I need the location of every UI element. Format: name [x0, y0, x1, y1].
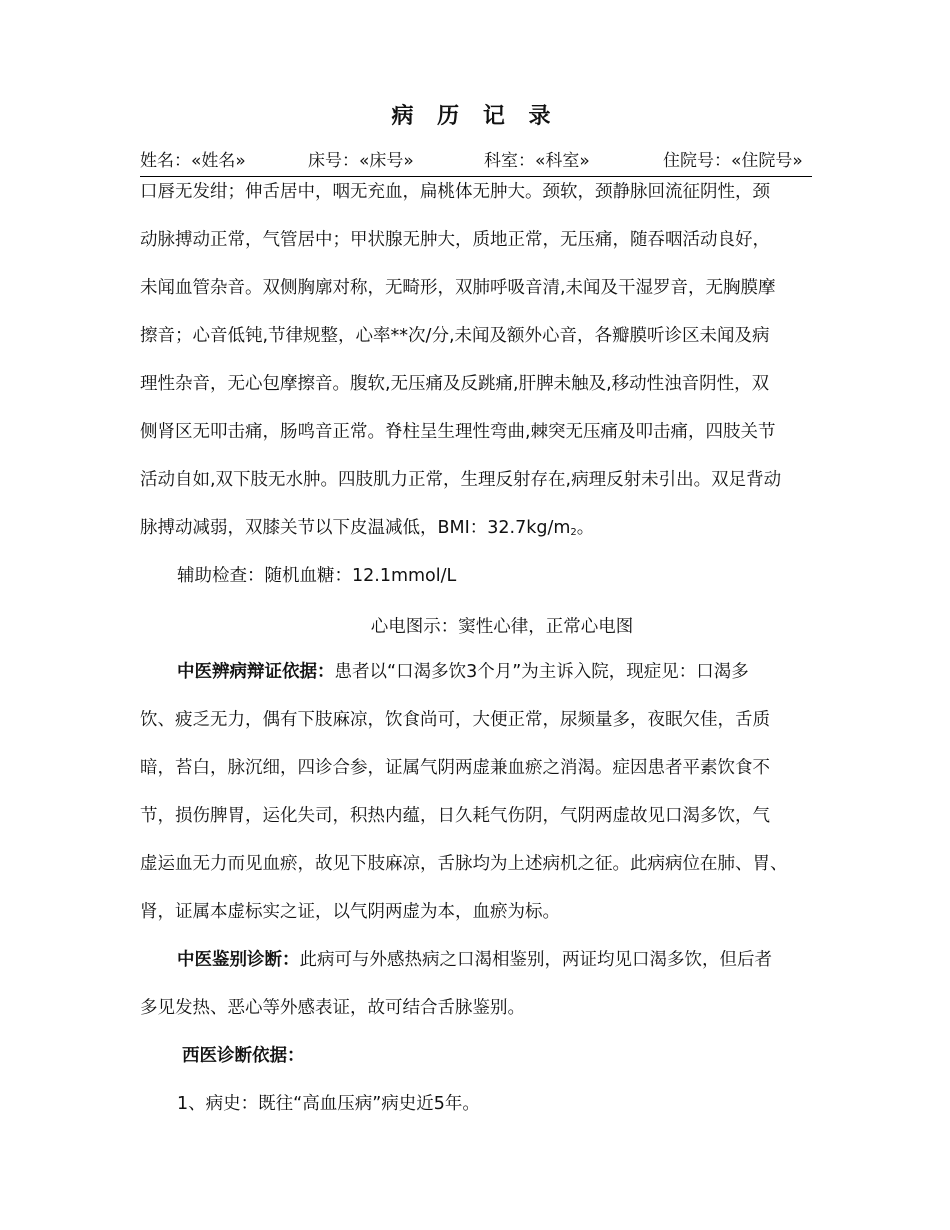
western-basis-heading — [182, 1044, 305, 1068]
exam-text-line: 未闻血管杂音。双侧胸廓对称，无畸形，双肺呼吸音清,未闻及干湿罗音，无胸膜摩 — [140, 278, 776, 298]
tcm-basis-label: 中医辨病辩证依据： — [177, 662, 335, 682]
tcm-basis-text-line: 肾，证属本虚标实之证，以气阴两虚为本，血瘀为标。 — [140, 902, 560, 922]
admission-number-field: 住院号：«住院号» — [663, 151, 803, 171]
western-basis-label: 西医诊断依据： — [182, 1046, 305, 1066]
ecg-result: 心电图示：窦性心律，正常心电图 — [370, 617, 634, 637]
patient-name-field: 姓名：«姓名» — [140, 151, 246, 171]
auxiliary-exam: 辅助检查：随机血糖：12.1mmol/L — [177, 566, 457, 586]
department-field: 科室：«科室» — [484, 151, 590, 171]
exam-text-line: 动脉搏动正常，气管居中；甲状腺无肿大，质地正常，无压痛，随吞咽活动良好， — [140, 230, 770, 250]
exam-text-line: 活动自如,双下肢无水肿。四肢肌力正常，生理反射存在,病理反射未引出。双足背动 — [140, 470, 782, 490]
page-title: 病 历 记 录 — [391, 104, 559, 129]
bmi-text: 脉搏动减弱，双膝关节以下皮温减低，BMI：32.7kg/m — [140, 518, 571, 538]
tcm-basis-text-line: 暗，苔白，脉沉细，四诊合参，证属气阴两虚兼血瘀之消渴。症因患者平素饮食不 — [140, 758, 770, 778]
patient-header — [140, 146, 812, 177]
tcm-basis-text-line: 饮、疲乏无力，偶有下肢麻凉，饮食尚可，大便正常，尿频量多，夜眠欠佳，舌质 — [140, 710, 770, 730]
tcm-diff-text: 此病可与外感热病之口渴相鉴别，两证均见口渴多饮，但后者 — [299, 950, 772, 970]
bmi-unit-subscript: 2 — [570, 527, 577, 538]
exam-text-line: 口唇无发绀；伸舌居中，咽无充血，扁桃体无肿大。颈软，颈静脉回流征阴性，颈 — [140, 182, 770, 202]
bmi-end: 。 — [576, 518, 595, 538]
tcm-diff-text-line: 多见发热、恶心等外感表证，故可结合舌脉鉴别。 — [140, 998, 525, 1018]
tcm-diff-line — [177, 948, 772, 972]
exam-text-line: 侧肾区无叩击痛，肠鸣音正常。脊柱呈生理性弯曲,棘突无压痛及叩击痛，四肢关节 — [140, 422, 776, 442]
exam-text-line: 擦音；心音低钝,节律规整，心率**次/分,未闻及额外心音，各瓣膜听诊区未闻及病 — [140, 326, 770, 346]
bmi-line — [140, 516, 594, 545]
exam-text-line: 理性杂音，无心包摩擦音。腹软,无压痛及反跳痛,肝脾未触及,移动性浊音阴性，双 — [140, 374, 770, 394]
tcm-diff-label: 中医鉴别诊断： — [177, 950, 300, 970]
tcm-basis-line — [177, 660, 749, 684]
tcm-basis-text: 患者以“口渴多饮3个月”为主诉入院，现症见：口渴多 — [334, 662, 749, 682]
bed-number-field: 床号：«床号» — [308, 151, 414, 171]
tcm-basis-text-line: 节，损伤脾胃，运化失司，积热内蕴，日久耗气伤阴，气阴两虚故见口渴多饮，气 — [140, 806, 770, 826]
medical-history-item: 1、病史：既往“高血压病”病史近5年。 — [177, 1094, 480, 1114]
tcm-basis-text-line: 虚运血无力而见血瘀，故见下肢麻凉，舌脉均为上述病机之征。此病病位在肺、胃、 — [140, 854, 788, 874]
